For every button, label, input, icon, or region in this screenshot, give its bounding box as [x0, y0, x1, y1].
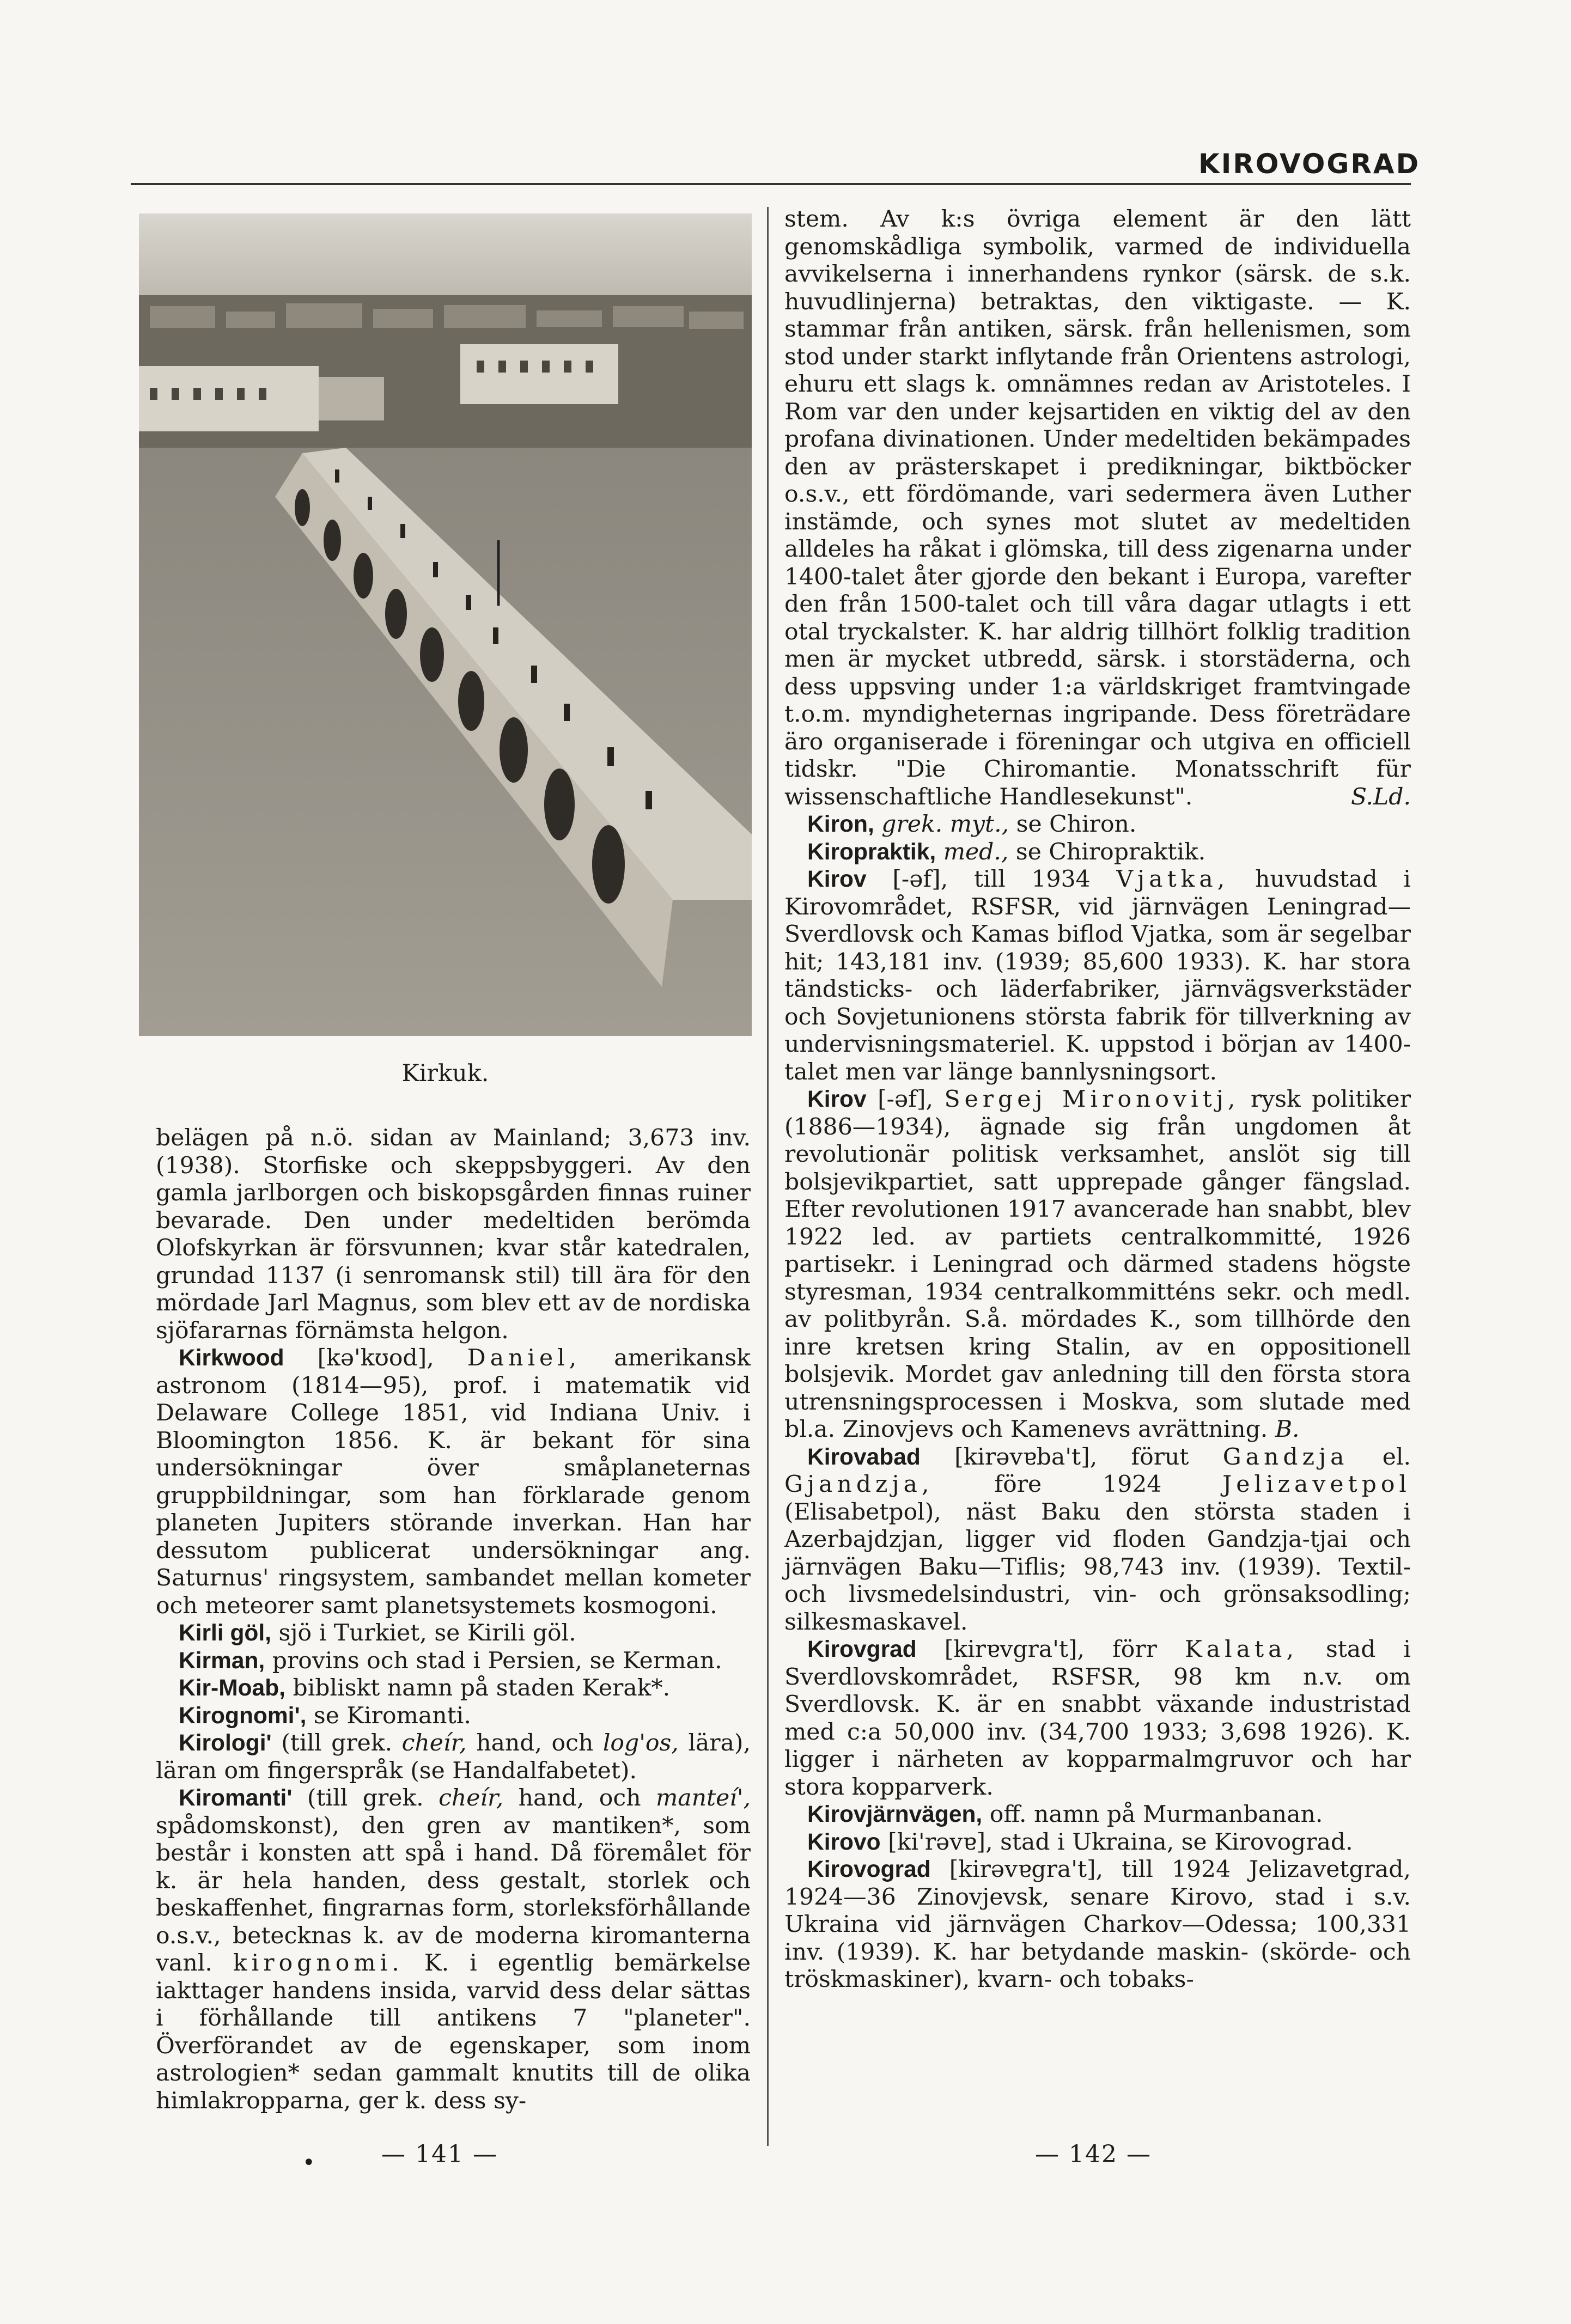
- entry-kir-moab: Kir-Moab, bibliskt namn på staden Kerak*.: [179, 1675, 671, 1701]
- entry-kirovo: Kirovo [ki'rəvɐ], stad i Ukraina, se Kirovograd.: [807, 1828, 1353, 1856]
- kirkuk-photo: [139, 214, 752, 1036]
- entry-kirov-person: Kirov [-əf], Sergej Mironovitj, rysk politiker (1886—1934), ägnade sig från ungdomen åt revolutionär politisk verksamhet, anslöt sig till bolsjevikpartiet, satt upprepade gånger fängslad. Efter revolutionen 1917 avancerade han snabbt, blev 1922 led. av partiets centralkommitté, 1926 partisekr. i Leningrad och därmed stadens högste styresman, 1934 centralkommitténs sekr. och medl. av politbyrån. S.å. mördades K., som tillhörde den inre kretsen kring Stalin, av en oppositionell bolsjevik. Mordet gav anledning till den första stora utrensningsprocessen i Moskva, som slutade med bl.a. Zinovjevs och Kamenevs avrättning. B.: [784, 1086, 1411, 1443]
- entry-kiromanti: Kiromanti' (till grek. cheír, hand, och manteí', spådomskonst), den gren av mantiken*, som består i konsten att spå i hand. Då föremålet för k. är hela handen, dess gestalt, storlek och beskaffenhet, fingrarnas form, storleksförhållande o.s.v., betecknas k. av de moderna kiromanterna vanl. kirognomi. K. i egentlig bemärkelse iakttager handens insida, varvid dess delar sättas i förhållande till antikens 7 "planeter". Överförandet av de egenskaper, som inom astrologien* sedan gammalt knutits till de olika himlakropparna, ger k. dess sy-: [156, 1785, 751, 2114]
- entry-kiron: Kiron, grek. myt., se Chiron.: [807, 811, 1137, 838]
- page-number-141: — 141 —: [381, 2140, 498, 2168]
- right-column: [784, 206, 1411, 1994]
- entry-kirovograd: Kirovograd [kirəvɐgra't], till 1924 Jelizavetgrad, 1924—36 Zinovjevsk, senare Kirovo, stad i s.v. Ukraina vid järnvägen Charkov—Odessa; 100,331 inv. (1939). K. har betydande maskin- (skörde- och tröskmaskiner), kvarn- och tobaks-: [784, 1856, 1411, 1993]
- author-signature: B.: [1275, 1416, 1300, 1443]
- entry-kirologi: Kirologi' (till grek. cheír, hand, och log'os, lära), läran om fingerspråk (se Handalfabetet).: [156, 1730, 751, 1784]
- entry-kirovabad: Kirovabad [kirəvɐba't], förut Gandzja el. Gjandzja, före 1924 Jelizavetpol (Elisabetpol), näst Baku den största staden i Azerbajdzjan, ligger vid floden Gandzja-tjai och järnvägen Baku—Tiflis; 98,743 inv. (1939). Textil- och livsmedelsindustri, vin- och grönsaksodling; silkesmaskavel.: [784, 1443, 1411, 1636]
- header-rule: [131, 183, 1411, 185]
- left-column: [156, 1125, 751, 2115]
- entry-kirli-gol: Kirli göl, sjö i Turkiet, se Kirili göl.: [179, 1620, 576, 1646]
- photo-sky: [139, 214, 752, 301]
- mainland-continuation: belägen på n.ö. sidan av Mainland; 3,673 inv. (1938). Storfiske och skeppsbyggeri. Av den gamla jarlborgen och biskopsgården finnas ruiner bevarade. Den under medeltiden berömda Olofskyrkan är försvunnen; kvar står katedralen, grundad 1137 (i senromansk stil) till ära för den mördade Jarl Magnus, som blev ett av de nordiska sjöfararnas förnämsta helgon.: [156, 1125, 751, 1344]
- author-signature: S.Ld.: [1350, 783, 1411, 810]
- entry-kirov-city: Kirov [-əf], till 1934 Vjatka, huvudstad i Kirovområdet, RSFSR, vid järnvägen Leningrad—Sverdlovsk och Kamas biflod Vjatka, som är segelbar hit; 143,181 inv. (1939; 85,600 1933). K. har stora tändsticks- och läderfabriker, järnvägsverkstäder och Sovjetunionens största fabrik för tillverkning av undervisningsmateriel. K. uppstod i början av 1400-talet men var länge bannlysningsort.: [784, 866, 1411, 1085]
- entry-kirognomi: Kirognomi', se Kiromanti.: [179, 1702, 471, 1729]
- headword: Kirkwood: [179, 1345, 284, 1371]
- running-head: KIROVOGRAD: [1198, 148, 1421, 180]
- page-number-142: — 142 —: [1035, 2140, 1152, 2168]
- photo-caption: Kirkuk.: [401, 1060, 489, 1087]
- entry-kirman: Kirman, provins och stad i Persien, se Kerman.: [179, 1647, 722, 1674]
- kiromanti-continuation: stem. Av k:s övriga element är den lätt genomskådliga symbolik, varmed de individuella avvikelserna i innerhandens rynkor (särsk. de s.k. huvudlinjerna) betraktas, den viktigaste. — K. stammar från antiken, särsk. från hellenismen, som stod under starkt inflytande från Orientens astrologi, ehuru ett slags k. omnämnes redan av Aristoteles. I Rom var den under kejsartiden en viktig del av den profana divinationen. Under medeltiden bekämpades den av prästerskapet i predikningar, biktböcker o.s.v., ett fördömande, vari sedermera även Luther instämde, och synes mot slutet av medeltiden alldeles ha råkat i glömska, till dess zigenarna under 1400-talet åter gjorde den bekant i Europa, varefter den från 1500-talet och till våra dagar utlagts i ett otal tryckalster. K. har aldrig tillhört folklig tradition men är mycket utbredd, särsk. i storstäderna, och dess uppsving under 1:a världskriget framtvingade t.o.m. myndigheternas ingripande. Dess företrädare äro organiserade i föreningar och utgiva en officiell tidskr. "Die Chiromantie. Monatsschrift für wissenschaftliche Handlesekunst". S.Ld.: [784, 206, 1411, 810]
- stray-mark: •: [302, 2150, 315, 2175]
- column-divider: [767, 207, 769, 2146]
- entry-kiropraktik: Kiropraktik, med., se Chiropraktik.: [807, 838, 1206, 865]
- entry-kirovgrad: Kirovgrad [kirɐvgra't], förr Kalata, stad i Sverdlovskområdet, RSFSR, 98 km n.v. om Sverdlovsk. K. är en snabbt växande industristad med c:a 50,000 inv. (34,700 1933; 3,698 1926). K. ligger i närheten av kopparmalmgruvor och har stora kopparverk.: [784, 1636, 1411, 1801]
- entry-kirovjarnvagen: Kirovjärnvägen, off. namn på Murmanbanan.: [807, 1801, 1323, 1828]
- entry-kirkwood: Kirkwood [kə'kʊod], Daniel, amerikansk astronom (1814—95), prof. i matematik vid Delaware College 1851, vid Indiana Univ. i Bloomington 1856. K. är bekant för sina undersökningar över småplaneternas gruppbildningar, som han förklarade genom planeten Jupiters störande inverkan. Han har dessutom publicerat undersökningar ang. Saturnus' ringsystem, sambandet mellan kometer och meteorer samt planetsystemets kosmogoni.: [156, 1345, 751, 1619]
